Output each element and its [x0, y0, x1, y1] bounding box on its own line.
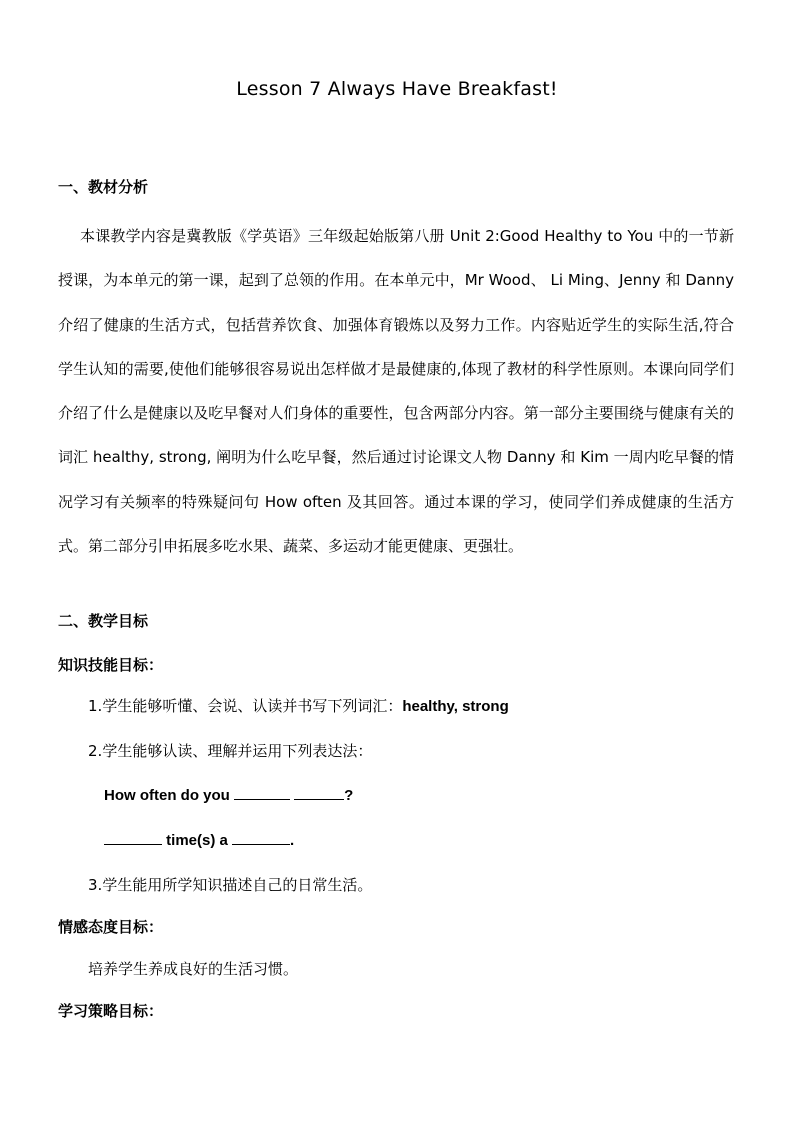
strategy-goals-heading: 学习策略目标： — [58, 1002, 164, 1020]
goal-item-2 — [88, 740, 372, 761]
expression-2-blank-1 — [104, 830, 162, 845]
expression-2-blank-2 — [232, 830, 290, 845]
document-title: Lesson 7 Always Have Breakfast! — [236, 78, 558, 100]
goal-item-1 — [88, 695, 509, 716]
expression-2-text: time(s) a — [166, 832, 228, 849]
emotion-goals-heading: 情感态度目标： — [58, 918, 164, 936]
goal-item-1-text: 学生能够听懂、会说、认读并书写下列词汇： — [102, 697, 403, 715]
goal-item-2-text: 学生能够认读、理解并运用下列表达法： — [102, 742, 373, 760]
goal-item-3 — [88, 874, 372, 895]
knowledge-goals-heading: 知识技能目标： — [58, 656, 164, 674]
section-heading-textbook-analysis: 一、教材分析 — [58, 178, 149, 196]
goal-item-2-number: 2. — [88, 742, 103, 760]
goal-item-3-text: 学生能用所学知识描述自己的日常生活。 — [102, 876, 373, 894]
expression-2-end: . — [290, 832, 295, 849]
expression-line-2 — [104, 830, 294, 849]
expression-line-1 — [104, 785, 353, 804]
expression-1-end: ? — [344, 787, 354, 804]
expression-1-blank-2 — [294, 785, 344, 800]
emotion-goals-text: 培养学生养成良好的生活习惯。 — [88, 960, 299, 978]
textbook-analysis-paragraph: 本课教学内容是冀教版《学英语》三年级起始版第八册 Unit 2:Good Healthy to You 中的一节新授课，为本单元的第一课，起到了总领的作用。在本单元中，Mr Wood、 Li Ming、Jenny 和 Danny 介绍了健康的生活方式，包括营养饮食、加强体育锻炼以及努力工作。内容贴近学生的实际生活,符合学生认知的需要,使他们能够很容易说出怎样做才是最健康的,体现了教材的科学性原则。本课向同学们介绍了什么是健康以及吃早餐对人们身体的重要性，包含两部分内容。第一部分主要围绕与健康有关的词汇 healthy, strong, 阐明为什么吃早餐，然后通过讨论课文人物 Danny 和 Kim 一周内吃早餐的情况学习有关频率的特殊疑问句 How often 及其回答。通过本课的学习，使同学们养成健康的生活方式。第二部分引申拓展多吃水果、蔬菜、多运动才能更健康、更强壮。 — [58, 227, 734, 556]
goal-item-1-number: 1. — [88, 697, 103, 715]
goal-item-1-words: healthy, strong — [402, 698, 509, 715]
goal-item-3-number: 3. — [88, 876, 103, 894]
expression-1-blank-1 — [234, 785, 290, 800]
section-heading-teaching-goals: 二、教学目标 — [58, 612, 149, 630]
expression-1-text: How often do you — [104, 787, 230, 804]
